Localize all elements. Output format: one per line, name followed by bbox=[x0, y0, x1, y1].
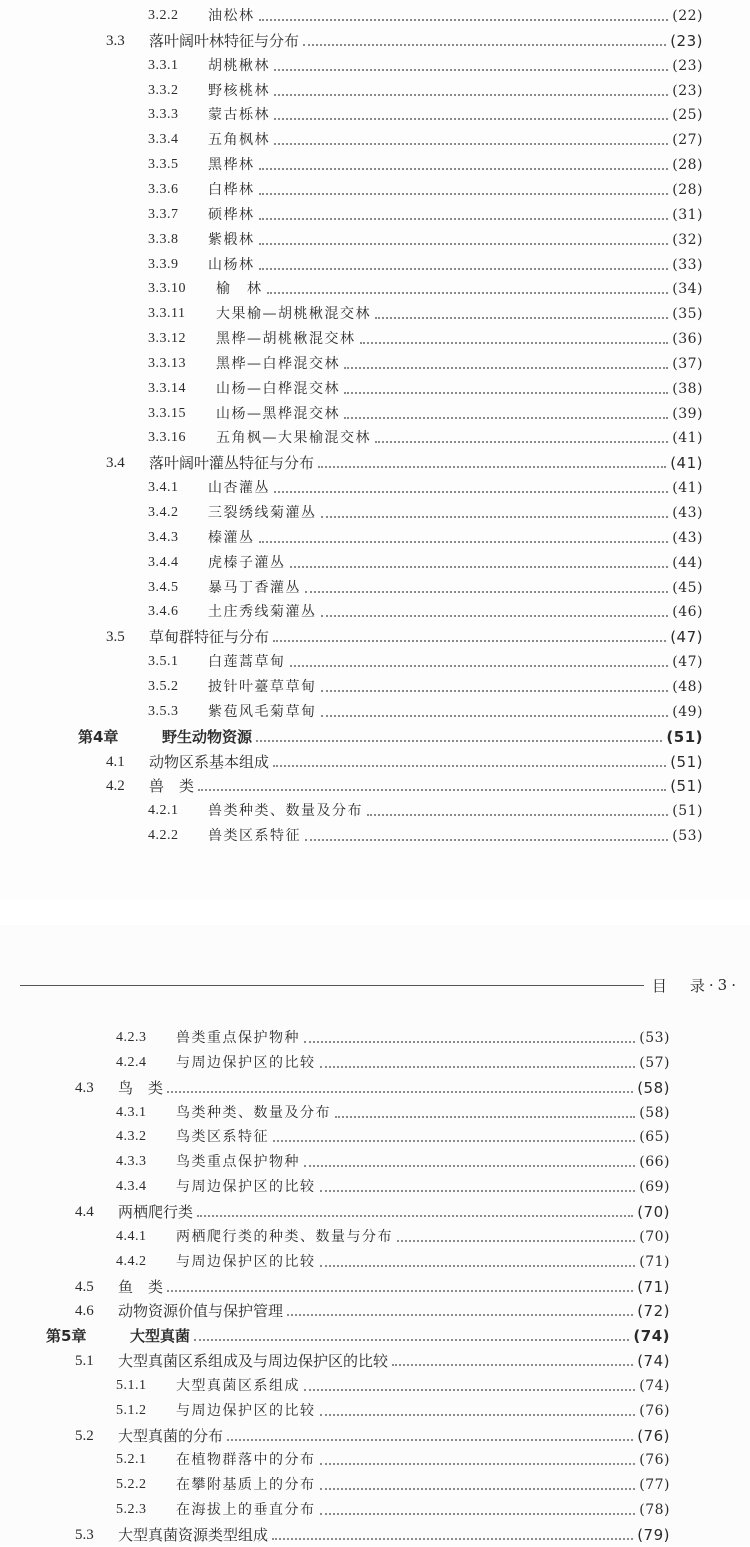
toc-entry-page: (65) bbox=[639, 1129, 670, 1145]
toc-dot-leader bbox=[274, 94, 668, 96]
toc-entry-number: 4.4.2 bbox=[116, 1254, 147, 1269]
toc-dot-leader bbox=[273, 765, 666, 767]
toc-dot-leader bbox=[375, 317, 668, 319]
toc-entry-number: 4.4.1 bbox=[116, 1229, 147, 1244]
toc-entry[interactable] bbox=[75, 1076, 670, 1100]
toc-entry-title: 五角枫林 bbox=[208, 132, 270, 148]
toc-entry-title: 大型真菌区系组成 bbox=[176, 1378, 300, 1394]
toc-dot-leader bbox=[273, 1140, 635, 1142]
toc-entry[interactable] bbox=[148, 402, 703, 426]
toc-entry-number: 3.3.8 bbox=[148, 232, 179, 247]
toc-dot-leader bbox=[320, 1190, 636, 1192]
toc-entry-page: (23) bbox=[672, 58, 703, 74]
toc-entry-title: 兽类种类、数量及分布 bbox=[208, 803, 363, 819]
toc-entry[interactable] bbox=[148, 4, 703, 28]
toc-dot-leader bbox=[194, 1339, 629, 1341]
toc-entry-title: 山杨—黑桦混交林 bbox=[216, 406, 340, 422]
toc-entry[interactable] bbox=[148, 302, 703, 326]
toc-entry-page: (53) bbox=[639, 1030, 670, 1046]
toc-entry-page: (76) bbox=[639, 1403, 670, 1419]
toc-entry[interactable] bbox=[116, 1101, 670, 1125]
toc-entry[interactable] bbox=[75, 1299, 670, 1323]
toc-entry-title: 野生动物资源 bbox=[162, 728, 253, 746]
toc-entry[interactable] bbox=[116, 1051, 670, 1075]
toc-entry-title: 白桦林 bbox=[208, 182, 255, 198]
toc-entry-page: (70) bbox=[637, 1203, 670, 1221]
toc-entry-number: 5.2.3 bbox=[116, 1502, 147, 1517]
toc-entry[interactable] bbox=[116, 1498, 670, 1522]
toc-dot-leader bbox=[259, 243, 669, 245]
toc-entry-page: (43) bbox=[672, 505, 703, 521]
toc-entry-number: 3.5.3 bbox=[148, 704, 179, 719]
toc-entry[interactable] bbox=[148, 675, 703, 699]
toc-entry-number: 4.6 bbox=[75, 1303, 94, 1319]
toc-entry[interactable] bbox=[148, 128, 703, 152]
toc-entry-title: 蒙古栎林 bbox=[208, 107, 270, 123]
toc-dot-leader bbox=[320, 1414, 636, 1416]
toc-entry[interactable] bbox=[116, 1225, 670, 1249]
toc-entry-title: 兽 类 bbox=[149, 777, 195, 795]
toc-entry-page: (35) bbox=[672, 306, 703, 322]
toc-entry[interactable] bbox=[148, 54, 703, 78]
toc-entry-page: (74) bbox=[637, 1352, 670, 1370]
toc-entry-page: (39) bbox=[672, 406, 703, 422]
toc-entry-page: (47) bbox=[672, 654, 703, 670]
toc-entry[interactable] bbox=[148, 203, 703, 227]
toc-dot-leader bbox=[321, 690, 669, 692]
toc-entry-number: 4.2.4 bbox=[116, 1055, 147, 1070]
toc-entry[interactable] bbox=[75, 1523, 670, 1547]
toc-entry-number: 第5章 bbox=[46, 1327, 87, 1345]
header-page-number: ·3· bbox=[708, 976, 740, 994]
toc-entry[interactable] bbox=[148, 650, 703, 674]
toc-dot-leader bbox=[344, 392, 668, 394]
toc-entry-page: (71) bbox=[637, 1278, 670, 1296]
toc-entry-number: 3.3.4 bbox=[148, 132, 179, 147]
toc-entry-page: (32) bbox=[672, 232, 703, 248]
toc-dot-leader bbox=[321, 715, 669, 717]
toc-entry-title: 与周边保护区的比较 bbox=[176, 1254, 316, 1270]
header-title: 目 录 bbox=[651, 976, 709, 995]
toc-entry-number: 5.1.2 bbox=[116, 1403, 147, 1418]
toc-entry-number: 4.1 bbox=[106, 754, 125, 770]
toc-dot-leader bbox=[259, 168, 669, 170]
toc-entry-number: 4.3 bbox=[75, 1080, 94, 1096]
toc-dot-leader bbox=[259, 218, 669, 220]
toc-entry-title: 鸟类种类、数量及分布 bbox=[176, 1105, 331, 1121]
toc-entry-number: 4.2.3 bbox=[116, 1030, 147, 1045]
toc-entry-page: (31) bbox=[672, 207, 703, 223]
toc-dot-leader bbox=[320, 1066, 636, 1068]
toc-entry-page: (71) bbox=[639, 1254, 670, 1270]
toc-entry-title: 大型真菌资源类型组成 bbox=[118, 1526, 269, 1544]
toc-entry-title: 白莲蒿草甸 bbox=[208, 654, 286, 670]
toc-entry-page: (49) bbox=[672, 704, 703, 720]
toc-dot-leader bbox=[290, 665, 669, 667]
toc-entry-page: (76) bbox=[637, 1427, 670, 1445]
toc-dot-leader bbox=[256, 740, 662, 742]
toc-entry[interactable] bbox=[78, 725, 703, 749]
toc-entry[interactable] bbox=[148, 79, 703, 103]
toc-dot-leader bbox=[290, 566, 669, 568]
toc-entry-title: 在攀附基质上的分布 bbox=[176, 1477, 316, 1493]
toc-entry-number: 3.3.3 bbox=[148, 107, 179, 122]
toc-dot-leader bbox=[320, 1463, 636, 1465]
header-rule bbox=[20, 985, 644, 986]
toc-entry-number: 5.1 bbox=[75, 1353, 94, 1369]
toc-entry-number: 4.2 bbox=[106, 778, 125, 794]
toc-entry-number: 3.4.3 bbox=[148, 530, 179, 545]
toc-dot-leader bbox=[318, 466, 666, 468]
toc-entry-page: (78) bbox=[639, 1502, 670, 1518]
toc-entry[interactable] bbox=[148, 501, 703, 525]
toc-page-lower bbox=[0, 925, 750, 1546]
toc-dot-leader bbox=[375, 441, 668, 443]
toc-entry[interactable] bbox=[148, 153, 703, 177]
toc-entry-page: (53) bbox=[672, 828, 703, 844]
toc-entry-title: 两栖爬行类的种类、数量与分布 bbox=[176, 1229, 393, 1245]
toc-entry-page: (51) bbox=[670, 777, 703, 795]
toc-entry-title: 胡桃楸林 bbox=[208, 58, 270, 74]
toc-entry-title: 油松林 bbox=[208, 8, 255, 24]
toc-dot-leader bbox=[303, 44, 666, 46]
toc-entry[interactable] bbox=[148, 352, 703, 376]
toc-entry[interactable] bbox=[106, 625, 703, 649]
toc-entry-title: 虎榛子灌丛 bbox=[208, 555, 286, 571]
toc-dot-leader bbox=[287, 1314, 633, 1316]
toc-entry-number: 5.2.1 bbox=[116, 1452, 147, 1467]
toc-entry[interactable] bbox=[148, 576, 703, 600]
toc-entry[interactable] bbox=[116, 1448, 670, 1472]
toc-entry-number: 3.4.2 bbox=[148, 505, 179, 520]
toc-dot-leader bbox=[167, 1290, 633, 1292]
toc-dot-leader bbox=[272, 1538, 633, 1540]
toc-entry-number: 4.3.1 bbox=[116, 1105, 147, 1120]
toc-entry[interactable] bbox=[116, 1150, 670, 1174]
toc-entry-number: 3.5 bbox=[106, 629, 125, 645]
toc-dot-leader bbox=[320, 1265, 636, 1267]
toc-entry[interactable] bbox=[116, 1125, 670, 1149]
toc-entry-number: 3.3.15 bbox=[148, 406, 186, 421]
toc-dot-leader bbox=[367, 814, 668, 816]
toc-entry-title: 鸟类区系特征 bbox=[176, 1129, 269, 1145]
toc-entry-page: (41) bbox=[672, 480, 703, 496]
toc-entry-number: 3.5.1 bbox=[148, 654, 179, 669]
toc-dot-leader bbox=[305, 591, 668, 593]
toc-dot-leader bbox=[344, 417, 668, 419]
toc-entry-title: 披针叶薹草草甸 bbox=[208, 679, 317, 695]
toc-entry-number: 4.3.4 bbox=[116, 1179, 147, 1194]
toc-entry-title: 落叶阔叶灌丛特征与分布 bbox=[149, 454, 315, 472]
toc-entry-number: 4.3.3 bbox=[116, 1154, 147, 1169]
toc-entry-title: 鸟类重点保护物种 bbox=[176, 1154, 300, 1170]
toc-dot-leader bbox=[360, 342, 669, 344]
toc-entry[interactable] bbox=[148, 600, 703, 624]
toc-entry-number: 3.2.2 bbox=[148, 8, 179, 23]
toc-entry-title: 草甸群特征与分布 bbox=[149, 628, 270, 646]
toc-dot-leader bbox=[305, 839, 668, 841]
toc-dot-leader bbox=[273, 640, 666, 642]
toc-entry-number: 3.3.1 bbox=[148, 58, 179, 73]
toc-entry-page: (25) bbox=[672, 107, 703, 123]
toc-entry-number: 3.3 bbox=[106, 33, 125, 49]
toc-entry-page: (74) bbox=[639, 1378, 670, 1394]
toc-entry[interactable] bbox=[148, 228, 703, 252]
toc-entry-number: 5.1.1 bbox=[116, 1378, 147, 1393]
toc-entry-title: 大型真菌区系组成及与周边保护区的比较 bbox=[118, 1352, 389, 1370]
toc-entry-title: 山杏灌丛 bbox=[208, 480, 270, 496]
toc-entry-title: 暴马丁香灌丛 bbox=[208, 580, 301, 596]
toc-entry-page: (72) bbox=[637, 1302, 670, 1320]
toc-entry-number: 4.4 bbox=[75, 1204, 94, 1220]
toc-entry-number: 3.3.12 bbox=[148, 331, 186, 346]
toc-entry[interactable] bbox=[116, 1175, 670, 1199]
toc-entry[interactable] bbox=[148, 799, 703, 823]
toc-entry[interactable] bbox=[116, 1473, 670, 1497]
toc-dot-leader bbox=[344, 367, 668, 369]
toc-entry-page: (23) bbox=[672, 83, 703, 99]
toc-entry[interactable] bbox=[148, 327, 703, 351]
toc-entry[interactable] bbox=[116, 1250, 670, 1274]
toc-entry-title: 五角枫—大果榆混交林 bbox=[216, 430, 371, 446]
toc-entry-number: 3.3.5 bbox=[148, 157, 179, 172]
toc-entry[interactable] bbox=[46, 1324, 670, 1348]
toc-entry-page: (66) bbox=[639, 1154, 670, 1170]
toc-entry[interactable] bbox=[116, 1399, 670, 1423]
toc-entry-page: (76) bbox=[639, 1452, 670, 1468]
toc-entry-number: 3.5.2 bbox=[148, 679, 179, 694]
toc-entry-number: 3.4.5 bbox=[148, 580, 179, 595]
toc-entry-number: 4.2.1 bbox=[148, 803, 179, 818]
toc-entry[interactable] bbox=[148, 526, 703, 550]
toc-entry-title: 野核桃林 bbox=[208, 83, 270, 99]
toc-entry-number: 4.3.2 bbox=[116, 1129, 147, 1144]
running-header bbox=[20, 973, 740, 997]
toc-dot-leader bbox=[198, 789, 666, 791]
toc-entry-page: (23) bbox=[670, 32, 703, 50]
toc-dot-leader bbox=[274, 491, 668, 493]
toc-entry-title: 土庄秀线菊灌丛 bbox=[208, 604, 317, 620]
toc-entry[interactable] bbox=[148, 178, 703, 202]
toc-dot-leader bbox=[259, 541, 669, 543]
toc-entry-page: (27) bbox=[672, 132, 703, 148]
toc-entry-number: 3.3.9 bbox=[148, 257, 179, 272]
toc-entry-page: (33) bbox=[672, 257, 703, 273]
toc-entry-page: (47) bbox=[670, 628, 703, 646]
toc-entry[interactable] bbox=[148, 824, 703, 848]
toc-entry-title: 黑桦林 bbox=[208, 157, 255, 173]
toc-entry-title: 在植物群落中的分布 bbox=[176, 1452, 316, 1468]
toc-entry-page: (48) bbox=[672, 679, 703, 695]
toc-entry-number: 3.3.7 bbox=[148, 207, 179, 222]
toc-dot-leader bbox=[321, 516, 669, 518]
toc-entry-number: 3.4.6 bbox=[148, 604, 179, 619]
toc-entry-title: 硕桦林 bbox=[208, 207, 255, 223]
toc-entry-number: 3.4.4 bbox=[148, 555, 179, 570]
toc-entry-title: 两栖爬行类 bbox=[118, 1203, 194, 1221]
toc-dot-leader bbox=[392, 1364, 633, 1366]
toc-dot-leader bbox=[320, 1513, 636, 1515]
page-gap bbox=[0, 900, 750, 925]
toc-entry-title: 鸟 类 bbox=[118, 1079, 164, 1097]
toc-entry[interactable] bbox=[148, 476, 703, 500]
toc-entry-page: (69) bbox=[639, 1179, 670, 1195]
toc-entry[interactable] bbox=[148, 103, 703, 127]
toc-entry-number: 3.3.10 bbox=[148, 281, 186, 296]
toc-entry-title: 在海拔上的垂直分布 bbox=[176, 1502, 316, 1518]
toc-entry[interactable] bbox=[106, 451, 703, 475]
toc-entry-number: 4.2.2 bbox=[148, 828, 179, 843]
toc-entry-page: (51) bbox=[670, 753, 703, 771]
toc-entry-title: 黑桦—白桦混交林 bbox=[216, 356, 340, 372]
toc-entry-number: 3.4 bbox=[106, 455, 125, 471]
toc-entry[interactable] bbox=[116, 1026, 670, 1050]
toc-entry-page: (74) bbox=[633, 1327, 670, 1345]
toc-entry-title: 黑桦—胡桃楸混交林 bbox=[216, 331, 356, 347]
toc-entry-page: (37) bbox=[672, 356, 703, 372]
toc-entry-page: (28) bbox=[672, 182, 703, 198]
toc-entry-title: 落叶阔叶林特征与分布 bbox=[149, 32, 300, 50]
toc-entry-page: (44) bbox=[672, 555, 703, 571]
toc-entry-number: 3.3.14 bbox=[148, 381, 186, 396]
toc-entry-page: (34) bbox=[672, 281, 703, 297]
toc-entry-number: 3.3.2 bbox=[148, 83, 179, 98]
toc-entry-title: 与周边保护区的比较 bbox=[176, 1055, 316, 1071]
toc-entry-page: (46) bbox=[672, 604, 703, 620]
toc-dot-leader bbox=[304, 1389, 635, 1391]
toc-entry[interactable] bbox=[148, 253, 703, 277]
toc-dot-leader bbox=[320, 1488, 636, 1490]
toc-entry-title: 三裂绣线菊灌丛 bbox=[208, 505, 317, 521]
toc-entry-page: (45) bbox=[672, 580, 703, 596]
toc-dot-leader bbox=[304, 1041, 635, 1043]
toc-entry-number: 5.3 bbox=[75, 1527, 94, 1543]
toc-entry-number: 3.3.16 bbox=[148, 430, 186, 445]
toc-entry-number: 3.3.6 bbox=[148, 182, 179, 197]
toc-dot-leader bbox=[259, 193, 669, 195]
toc-dot-leader bbox=[167, 1091, 633, 1093]
toc-entry-page: (41) bbox=[670, 454, 703, 472]
toc-dot-leader bbox=[321, 615, 669, 617]
toc-entry-title: 兽类区系特征 bbox=[208, 828, 301, 844]
toc-entry[interactable] bbox=[148, 277, 703, 301]
toc-entry[interactable] bbox=[148, 551, 703, 575]
toc-entry-page: (58) bbox=[639, 1105, 670, 1121]
toc-dot-leader bbox=[274, 69, 668, 71]
toc-entry-title: 山杨—白桦混交林 bbox=[216, 381, 340, 397]
toc-entry-title: 榛灌丛 bbox=[208, 530, 255, 546]
toc-entry[interactable] bbox=[106, 774, 703, 798]
toc-entry-page: (28) bbox=[672, 157, 703, 173]
toc-entry-number: 3.3.11 bbox=[148, 306, 186, 321]
toc-entry[interactable] bbox=[75, 1275, 670, 1299]
toc-entry-title: 山杨林 bbox=[208, 257, 255, 273]
toc-entry[interactable] bbox=[106, 29, 703, 53]
toc-entry-page: (36) bbox=[672, 331, 703, 347]
toc-entry-number: 第4章 bbox=[78, 728, 119, 746]
toc-entry-title: 动物资源价值与保护管理 bbox=[118, 1302, 284, 1320]
toc-entry[interactable] bbox=[75, 1200, 670, 1224]
toc-entry[interactable] bbox=[116, 1374, 670, 1398]
toc-entry-page: (38) bbox=[672, 381, 703, 397]
toc-entry-title: 兽类重点保护物种 bbox=[176, 1030, 300, 1046]
toc-entry-number: 3.3.13 bbox=[148, 356, 186, 371]
toc-entry-page: (79) bbox=[637, 1526, 670, 1544]
toc-entry-number: 4.5 bbox=[75, 1279, 94, 1295]
toc-entry-page: (41) bbox=[672, 430, 703, 446]
toc-entry-number: 3.4.1 bbox=[148, 480, 179, 495]
toc-entry-page: (43) bbox=[672, 530, 703, 546]
toc-entry-title: 与周边保护区的比较 bbox=[176, 1179, 316, 1195]
toc-dot-leader bbox=[259, 268, 669, 270]
toc-entry[interactable] bbox=[106, 750, 703, 774]
toc-entry[interactable] bbox=[75, 1424, 670, 1448]
toc-entry[interactable] bbox=[148, 377, 703, 401]
toc-entry-page: (77) bbox=[639, 1477, 670, 1493]
toc-dot-leader bbox=[304, 1165, 635, 1167]
toc-entry-title: 动物区系基本组成 bbox=[149, 753, 270, 771]
toc-entry-page: (58) bbox=[637, 1079, 670, 1097]
toc-entry[interactable] bbox=[75, 1349, 670, 1373]
toc-entry-page: (57) bbox=[639, 1055, 670, 1071]
toc-dot-leader bbox=[335, 1116, 635, 1118]
toc-dot-leader bbox=[274, 118, 668, 120]
toc-entry-title: 紫苞风毛菊草甸 bbox=[208, 704, 317, 720]
toc-entry[interactable] bbox=[148, 700, 703, 724]
toc-dot-leader bbox=[267, 292, 669, 294]
toc-entry[interactable] bbox=[148, 426, 703, 450]
toc-entry-title: 鱼 类 bbox=[118, 1278, 164, 1296]
toc-entry-number: 5.2 bbox=[75, 1428, 94, 1444]
toc-entry-page: (70) bbox=[639, 1229, 670, 1245]
toc-entry-title: 大型真菌的分布 bbox=[118, 1427, 224, 1445]
toc-entry-page: (51) bbox=[666, 728, 703, 746]
toc-entry-title: 与周边保护区的比较 bbox=[176, 1403, 316, 1419]
toc-dot-leader bbox=[197, 1215, 633, 1217]
toc-entry-title: 紫椴林 bbox=[208, 232, 255, 248]
toc-dot-leader bbox=[397, 1240, 635, 1242]
toc-entry-page: (22) bbox=[672, 8, 703, 24]
toc-dot-leader bbox=[259, 19, 669, 21]
toc-entry-number: 5.2.2 bbox=[116, 1477, 147, 1492]
toc-entry-title: 大果榆—胡桃楸混交林 bbox=[216, 306, 371, 322]
toc-entry-title: 大型真菌 bbox=[130, 1327, 191, 1345]
toc-entry-page: (51) bbox=[672, 803, 703, 819]
toc-dot-leader bbox=[227, 1439, 633, 1441]
toc-dot-leader bbox=[274, 143, 668, 145]
toc-entry-title: 榆 林 bbox=[216, 281, 263, 297]
